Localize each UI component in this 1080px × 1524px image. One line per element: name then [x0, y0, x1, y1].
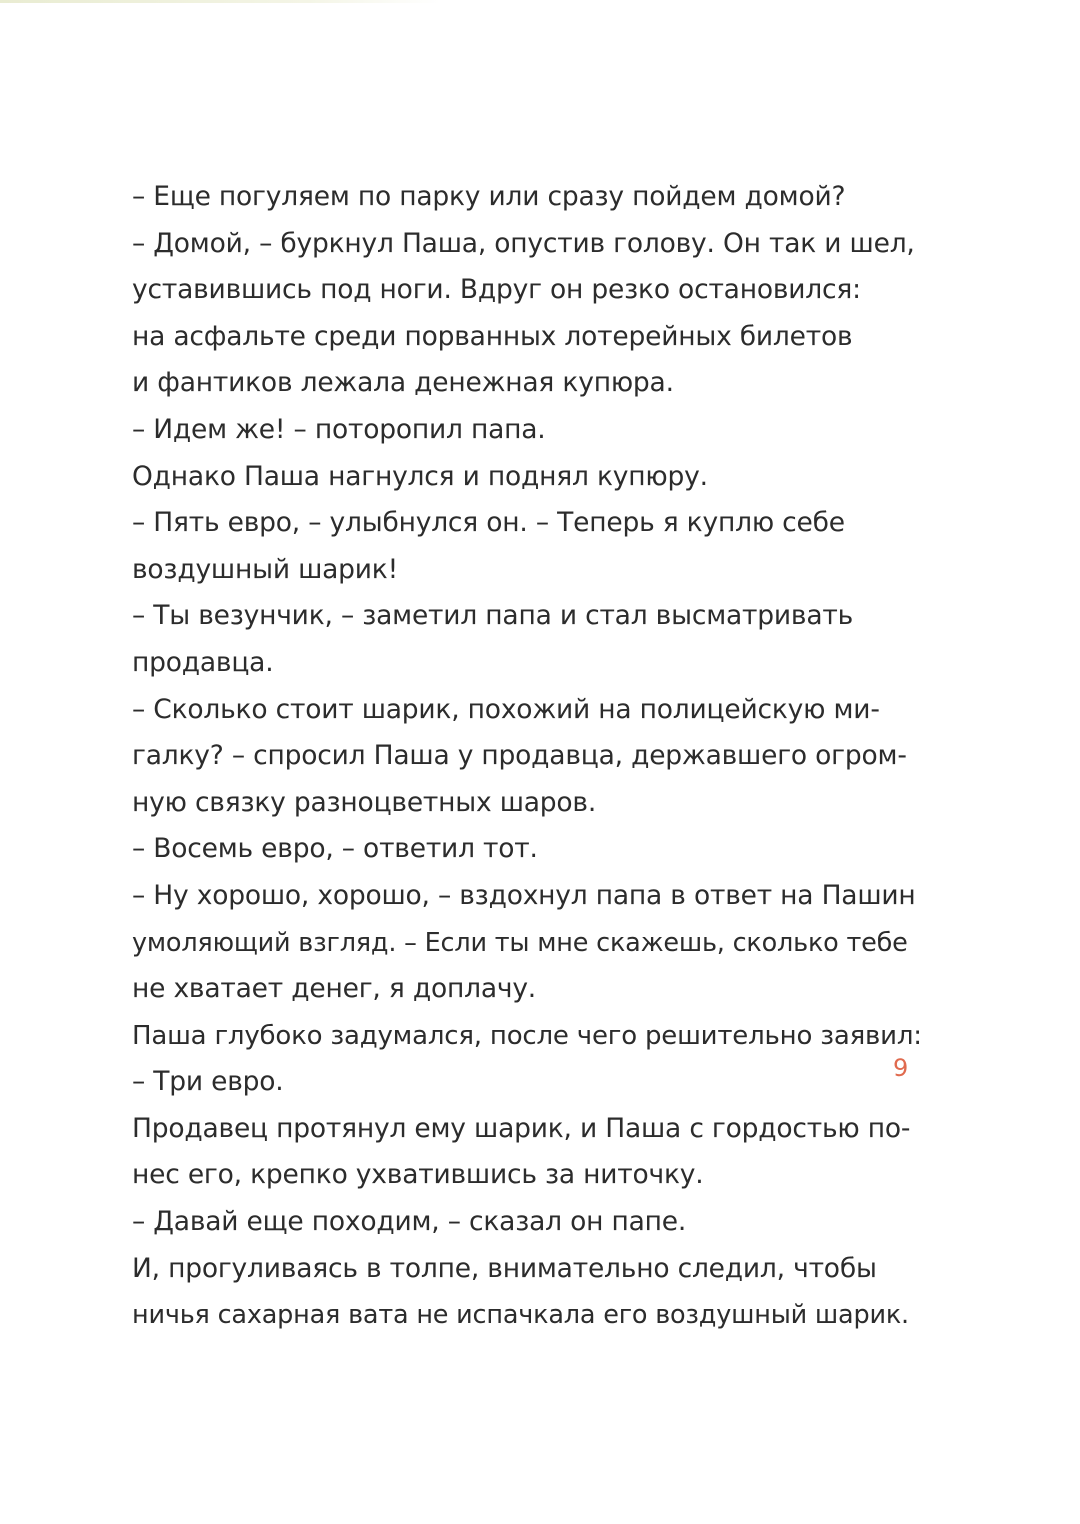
text-line: – Сколько стоит шарик, похожий на полицейскую ми-: [132, 693, 880, 725]
text-line: – Ты везунчик, – заметил папа и стал высматривать: [132, 600, 854, 632]
text-line: – Домой, – буркнул Паша, опустив голову. Он так и шел,: [132, 227, 915, 259]
text-line: – Ну хорошо, хорошо, – вздохнул папа в ответ на Пашин: [132, 879, 916, 911]
text-line: – Восемь евро, – ответил тот.: [132, 833, 538, 865]
text-line: – Пять евро, – улыбнулся он. – Теперь я куплю себе: [132, 507, 845, 539]
text-line: Продавец протянул ему шарик, и Паша с гордостью по-: [132, 1112, 911, 1144]
text-line: И, прогуливаясь в толпе, внимательно следил, чтобы: [132, 1252, 877, 1284]
text-line: нес его, крепко ухватившись за ниточку.: [132, 1159, 704, 1191]
text-line: – Давай еще походим, – сказал он папе.: [132, 1206, 687, 1238]
text-line: продавца.: [132, 646, 274, 678]
text-line: – Три евро.: [132, 1066, 284, 1098]
text-line: не хватает денег, я доплачу.: [132, 973, 537, 1005]
text-line: ную связку разноцветных шаров.: [132, 786, 597, 818]
top-edge-strip: [0, 0, 440, 3]
text-line: – Идем же! – поторопил папа.: [132, 413, 546, 445]
text-line: Однако Паша нагнулся и поднял купюру.: [132, 460, 708, 492]
text-line: Паша глубоко задумался, после чего решительно заявил:: [132, 1020, 922, 1051]
text-line: ничья сахарная вата не испачкала его воздушный шарик.: [132, 1300, 909, 1331]
text-line: – Еще погуляем по парку или сразу пойдем домой?: [132, 181, 846, 212]
story-text: [132, 174, 922, 1339]
text-line: уставившись под ноги. Вдруг он резко остановился:: [132, 274, 861, 306]
text-line: воздушный шарик!: [132, 553, 399, 585]
text-line: и фантиков лежала денежная купюра.: [132, 367, 674, 399]
text-line: галку? – спросил Паша у продавца, державшего огром-: [132, 740, 907, 772]
text-line: умоляющий взгляд. – Если ты мне скажешь, сколько тебе: [132, 927, 908, 958]
page-number: 9: [893, 1054, 909, 1082]
text-line: на асфальте среди порванных лотерейных билетов: [132, 320, 853, 352]
